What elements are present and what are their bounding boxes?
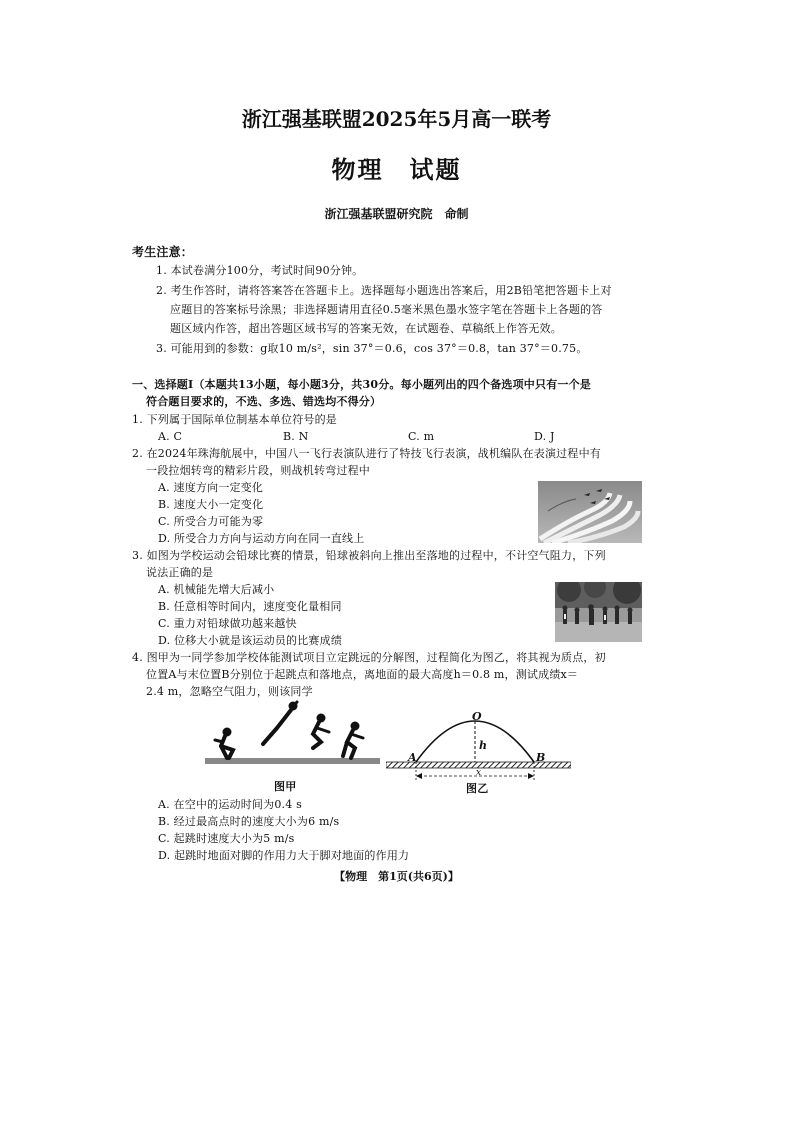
figure-b-caption: 图乙	[466, 782, 489, 795]
q2-option-b: B. 速度大小一定变化	[158, 498, 264, 511]
q4-stem-cont2: 2.4 m，忽略空气阻力，则该同学	[146, 685, 313, 698]
exam-title: 浙江强基联盟2025年5月高一联考	[241, 107, 552, 131]
q2-stem: 2. 在2024年珠海航展中，中国八一飞行表演队进行了特技飞行表演，战机编队在表演过程中有	[132, 447, 601, 460]
figure-b-label-o: O	[472, 710, 482, 723]
q1-option-c: C. m	[408, 430, 435, 443]
q3-option-a: A. 机械能先增大后减小	[158, 583, 275, 596]
section-heading-cont: 符合题目要求的，不选、多选、错选均不得分）	[146, 395, 382, 408]
notice-item: 1. 本试卷满分100分，考试时间90分钟。	[156, 264, 364, 277]
figure-a-caption: 图甲	[274, 780, 297, 793]
figure-b-label-h: h	[479, 739, 488, 752]
q4-option-b: B. 经过最高点时的速度大小为6 m/s	[158, 815, 340, 828]
q4-option-c: C. 起跳时速度大小为5 m/s	[158, 832, 295, 845]
q3-stem: 3. 如图为学校运动会铅球比赛的情景，铅球被斜向上推出至落地的过程中，不计空气阻力，下列	[132, 549, 606, 562]
q2-option-d: D. 所受合力方向与运动方向在同一直线上	[158, 532, 365, 545]
figure-b-label-a: A	[408, 751, 417, 764]
q3-option-c: C. 重力对铅球做功越来越快	[158, 617, 297, 630]
q2-stem-cont: 一段拉烟转弯的精彩片段，则战机转弯过程中	[146, 464, 370, 477]
q4-stem-cont: 位置A与末位置B分别位于起跳点和落地点，离地面的最大高度h＝0.8 m，测试成绩x＝	[146, 668, 579, 681]
q4-option-d: D. 起跳时地面对脚的作用力大于脚对地面的作用力	[158, 849, 410, 862]
q1-option-b: B. N	[283, 430, 309, 443]
figure-b-label-b: B	[536, 751, 546, 764]
notice-item: 2. 考生作答时，请将答案答在答题卡上。选择题每小题选出答案后，用2B铅笔把答题卡上对	[156, 284, 612, 297]
q3-stem-cont: 说法正确的是	[146, 566, 214, 579]
q2-option-c: C. 所受合力可能为零	[158, 515, 264, 528]
author-line: 浙江强基联盟研究院 命制	[324, 207, 469, 221]
q4-stem: 4. 图甲为一同学参加学校体能测试项目立定跳远的分解图，过程简化为图乙，将其视为质点，初	[132, 651, 606, 664]
q1-stem: 1. 下列属于国际单位制基本单位符号的是	[132, 413, 337, 426]
notice-item: 题区域内作答，超出答题区域书写的答案无效，在试题卷、草稿纸上作答无效。	[170, 322, 562, 335]
notice-item: 应题目的答案标号涂黑；非选择题请用直径0.5毫米黑色墨水签字笔在答题卡上各题的答	[170, 303, 603, 316]
subject-title: 物理 试题	[331, 155, 462, 184]
q1-option-d: D. J	[534, 430, 555, 443]
q4-option-a: A. 在空中的运动时间为0.4 s	[158, 798, 302, 811]
jet-formation-photo	[538, 481, 642, 543]
q2-option-a: A. 速度方向一定变化	[158, 481, 264, 494]
figure-a-jump-sequence	[205, 698, 380, 776]
q1-option-a: A. C	[158, 430, 183, 443]
q3-option-d: D. 位移大小就是该运动员的比赛成绩	[158, 634, 343, 647]
section-heading: 一、选择题Ⅰ（本题共13小题，每小题3分，共30分。每小题列出的四个备选项中只有一个是	[132, 378, 592, 391]
notice-heading: 考生注意：	[132, 245, 194, 259]
q3-option-b: B. 任意相等时间内，速度变化量相同	[158, 600, 342, 613]
notice-item: 3. 可能用到的参数：g取10 m/s²，sin 37°＝0.6，cos 37°＝0.8，tan 37°＝0.75。	[156, 342, 588, 355]
page-footer: 【物理 第1页(共6页)】	[334, 870, 459, 883]
shot-put-photo	[555, 582, 642, 642]
figure-b-label-x: x	[476, 768, 482, 778]
